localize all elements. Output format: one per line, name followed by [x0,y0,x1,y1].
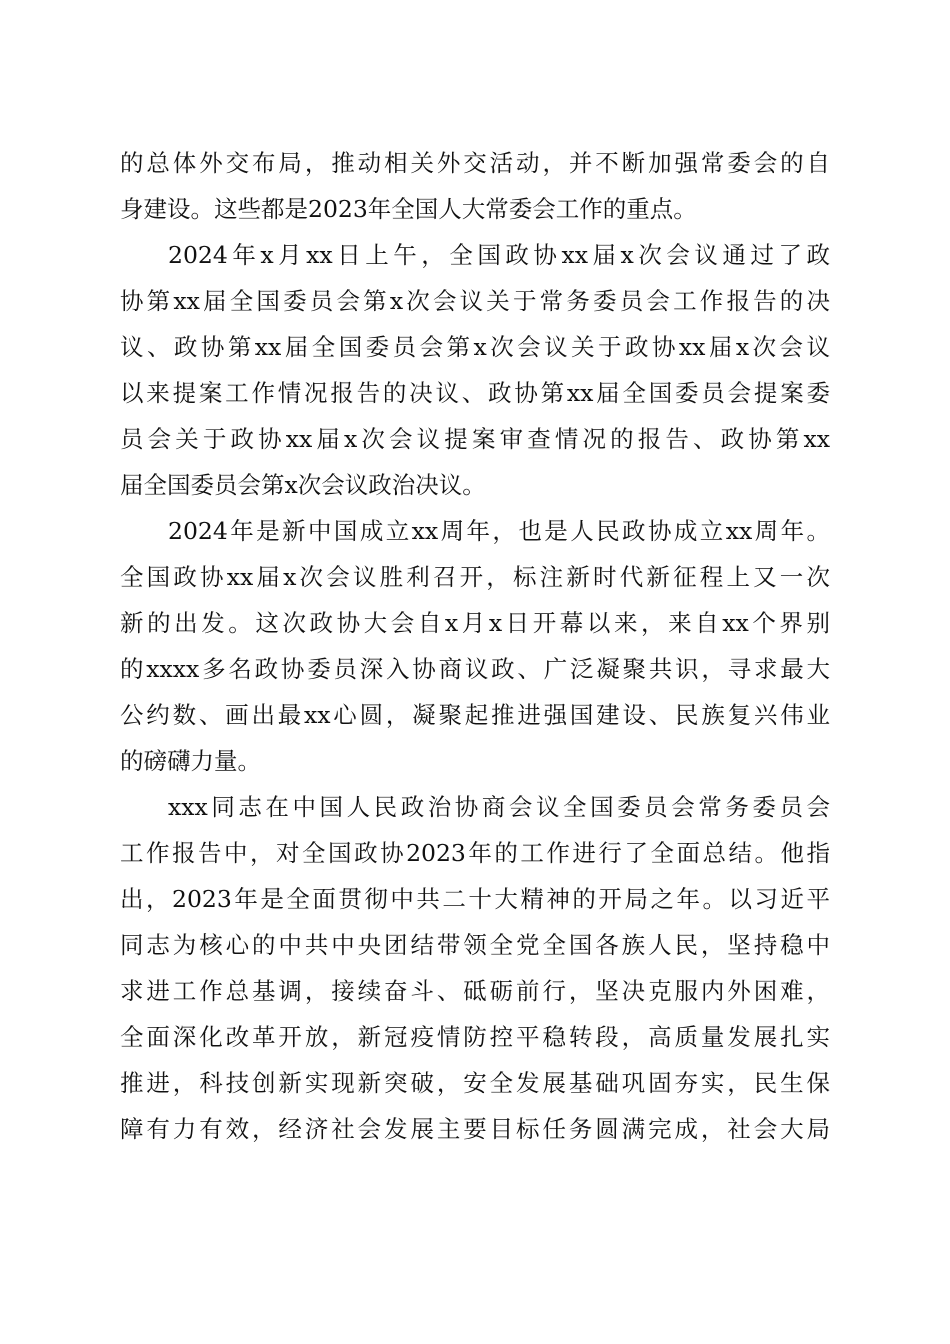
text-line: 公约数、画出最xx心圆，凝聚起推进强国建设、民族复兴伟业 [120,701,830,729]
text-line: 障有力有效，经济社会发展主要目标任务圆满完成，社会大局 [120,1115,830,1143]
text-line: 身建设。这些都是2023年全国人大常委会工作的重点。 [120,195,697,223]
text-line: 的磅礴力量。 [120,747,261,775]
text-line: 全国政协xx届x次会议胜利召开，标注新时代新征程上又一次 [120,563,830,591]
document-body [120,140,830,1152]
text-line: 的总体外交布局，推动相关外交活动，并不断加强常委会的自 [120,149,830,177]
text-line: 工作报告中，对全国政协2023年的工作进行了全面总结。他指 [120,839,830,867]
paragraph-start-line: 2024年x月xx日上午，全国政协xx届x次会议通过了政 [168,241,830,269]
text-line: 求进工作总基调，接续奋斗、砥砺前行，坚决克服内外困难， [120,977,830,1005]
text-line: 议、政协第xx届全国委员会第x次会议关于政协xx届x次会议 [120,333,830,361]
text-line: 届全国委员会第x次会议政治决议。 [120,471,486,499]
text-line: 员会关于政协xx届x次会议提案审查情况的报告、政协第xx [120,425,830,453]
text-line: 以来提案工作情况报告的决议、政协第xx届全国委员会提案委 [120,379,830,407]
text-line: 新的出发。这次政协大会自x月x日开幕以来，来自xx个界别 [120,609,830,637]
text-line: 的xxxx多名政协委员深入协商议政、广泛凝聚共识，寻求最大 [120,655,830,683]
paragraph-start-line: 2024年是新中国成立xx周年，也是人民政协成立xx周年。 [168,517,830,545]
text-line: 全面深化改革开放，新冠疫情防控平稳转段，高质量发展扎实 [120,1023,830,1051]
text-line: 协第xx届全国委员会第x次会议关于常务委员会工作报告的决 [120,287,830,315]
paragraph-start-line: xxx同志在中国人民政治协商会议全国委员会常务委员会 [168,793,830,821]
text-line: 同志为核心的中共中央团结带领全党全国各族人民，坚持稳中 [120,931,830,959]
text-line: 推进，科技创新实现新突破，安全发展基础巩固夯实，民生保 [120,1069,830,1097]
text-line: 出，2023年是全面贯彻中共二十大精神的开局之年。以习近平 [120,885,830,913]
